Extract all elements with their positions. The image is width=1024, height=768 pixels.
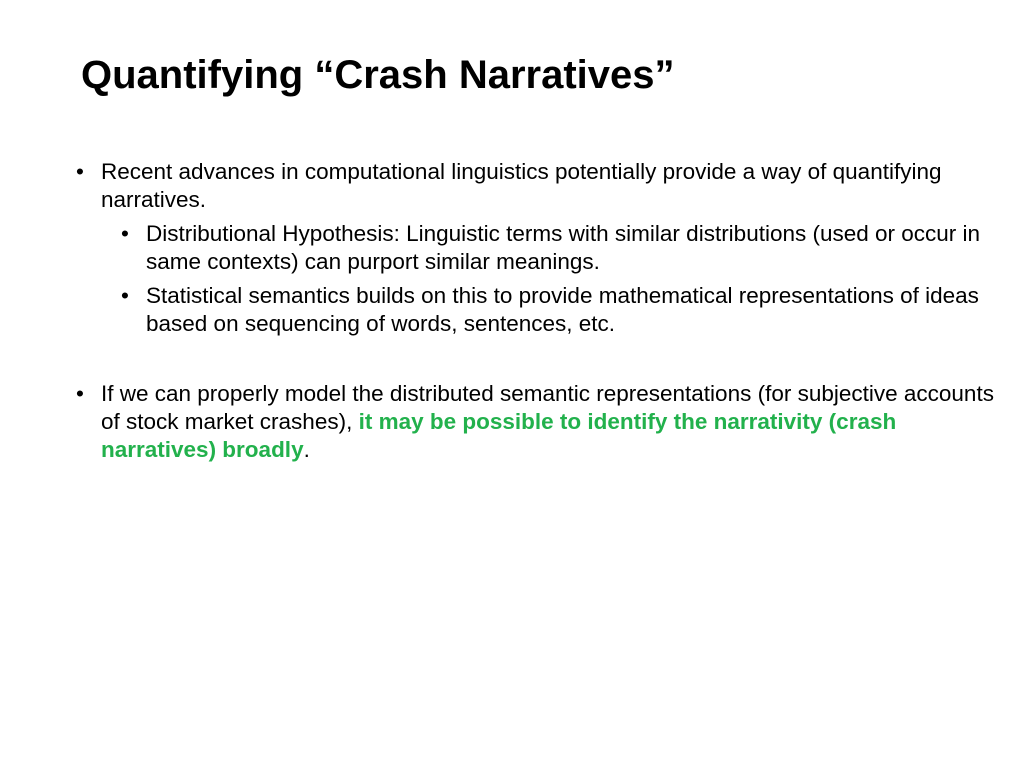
sub-bullet-item-2 xyxy=(76,282,1006,338)
bullet-text-2-before: If we can properly model the distributed semantic representations (for subjective accounts of stock market crashes), xyxy=(101,381,994,434)
sub-bullet-symbol: • xyxy=(121,283,129,308)
slide-content xyxy=(76,158,1006,464)
bullet-spacer xyxy=(76,338,1006,380)
sub-bullet-symbol: • xyxy=(121,221,129,246)
bullet-text-2-after: . xyxy=(303,437,310,462)
slide-title: Quantifying “Crash Narratives” xyxy=(81,53,675,97)
bullet-text-2 xyxy=(101,381,994,462)
sub-bullet-text-1: Distributional Hypothesis: Linguistic terms with similar distributions (used or occur in same contexts) can purport similar meanings. xyxy=(146,221,981,274)
bullet-item-2 xyxy=(76,380,1006,464)
bullet-item-1 xyxy=(76,158,1006,214)
bullet-text-1: Recent advances in computational linguistics potentially provide a way of quantifying narratives. xyxy=(101,159,942,212)
sub-bullet-text-2: Statistical semantics builds on this to provide mathematical representations of ideas based on sequencing of words, sentences, etc. xyxy=(146,283,979,336)
sub-bullet-item-1 xyxy=(76,220,1006,276)
bullet-symbol: • xyxy=(76,381,84,406)
bullet-symbol: • xyxy=(76,159,84,184)
highlighted-conclusion: it may be possible to identify the narrativity (crash narratives) broadly xyxy=(101,409,897,462)
